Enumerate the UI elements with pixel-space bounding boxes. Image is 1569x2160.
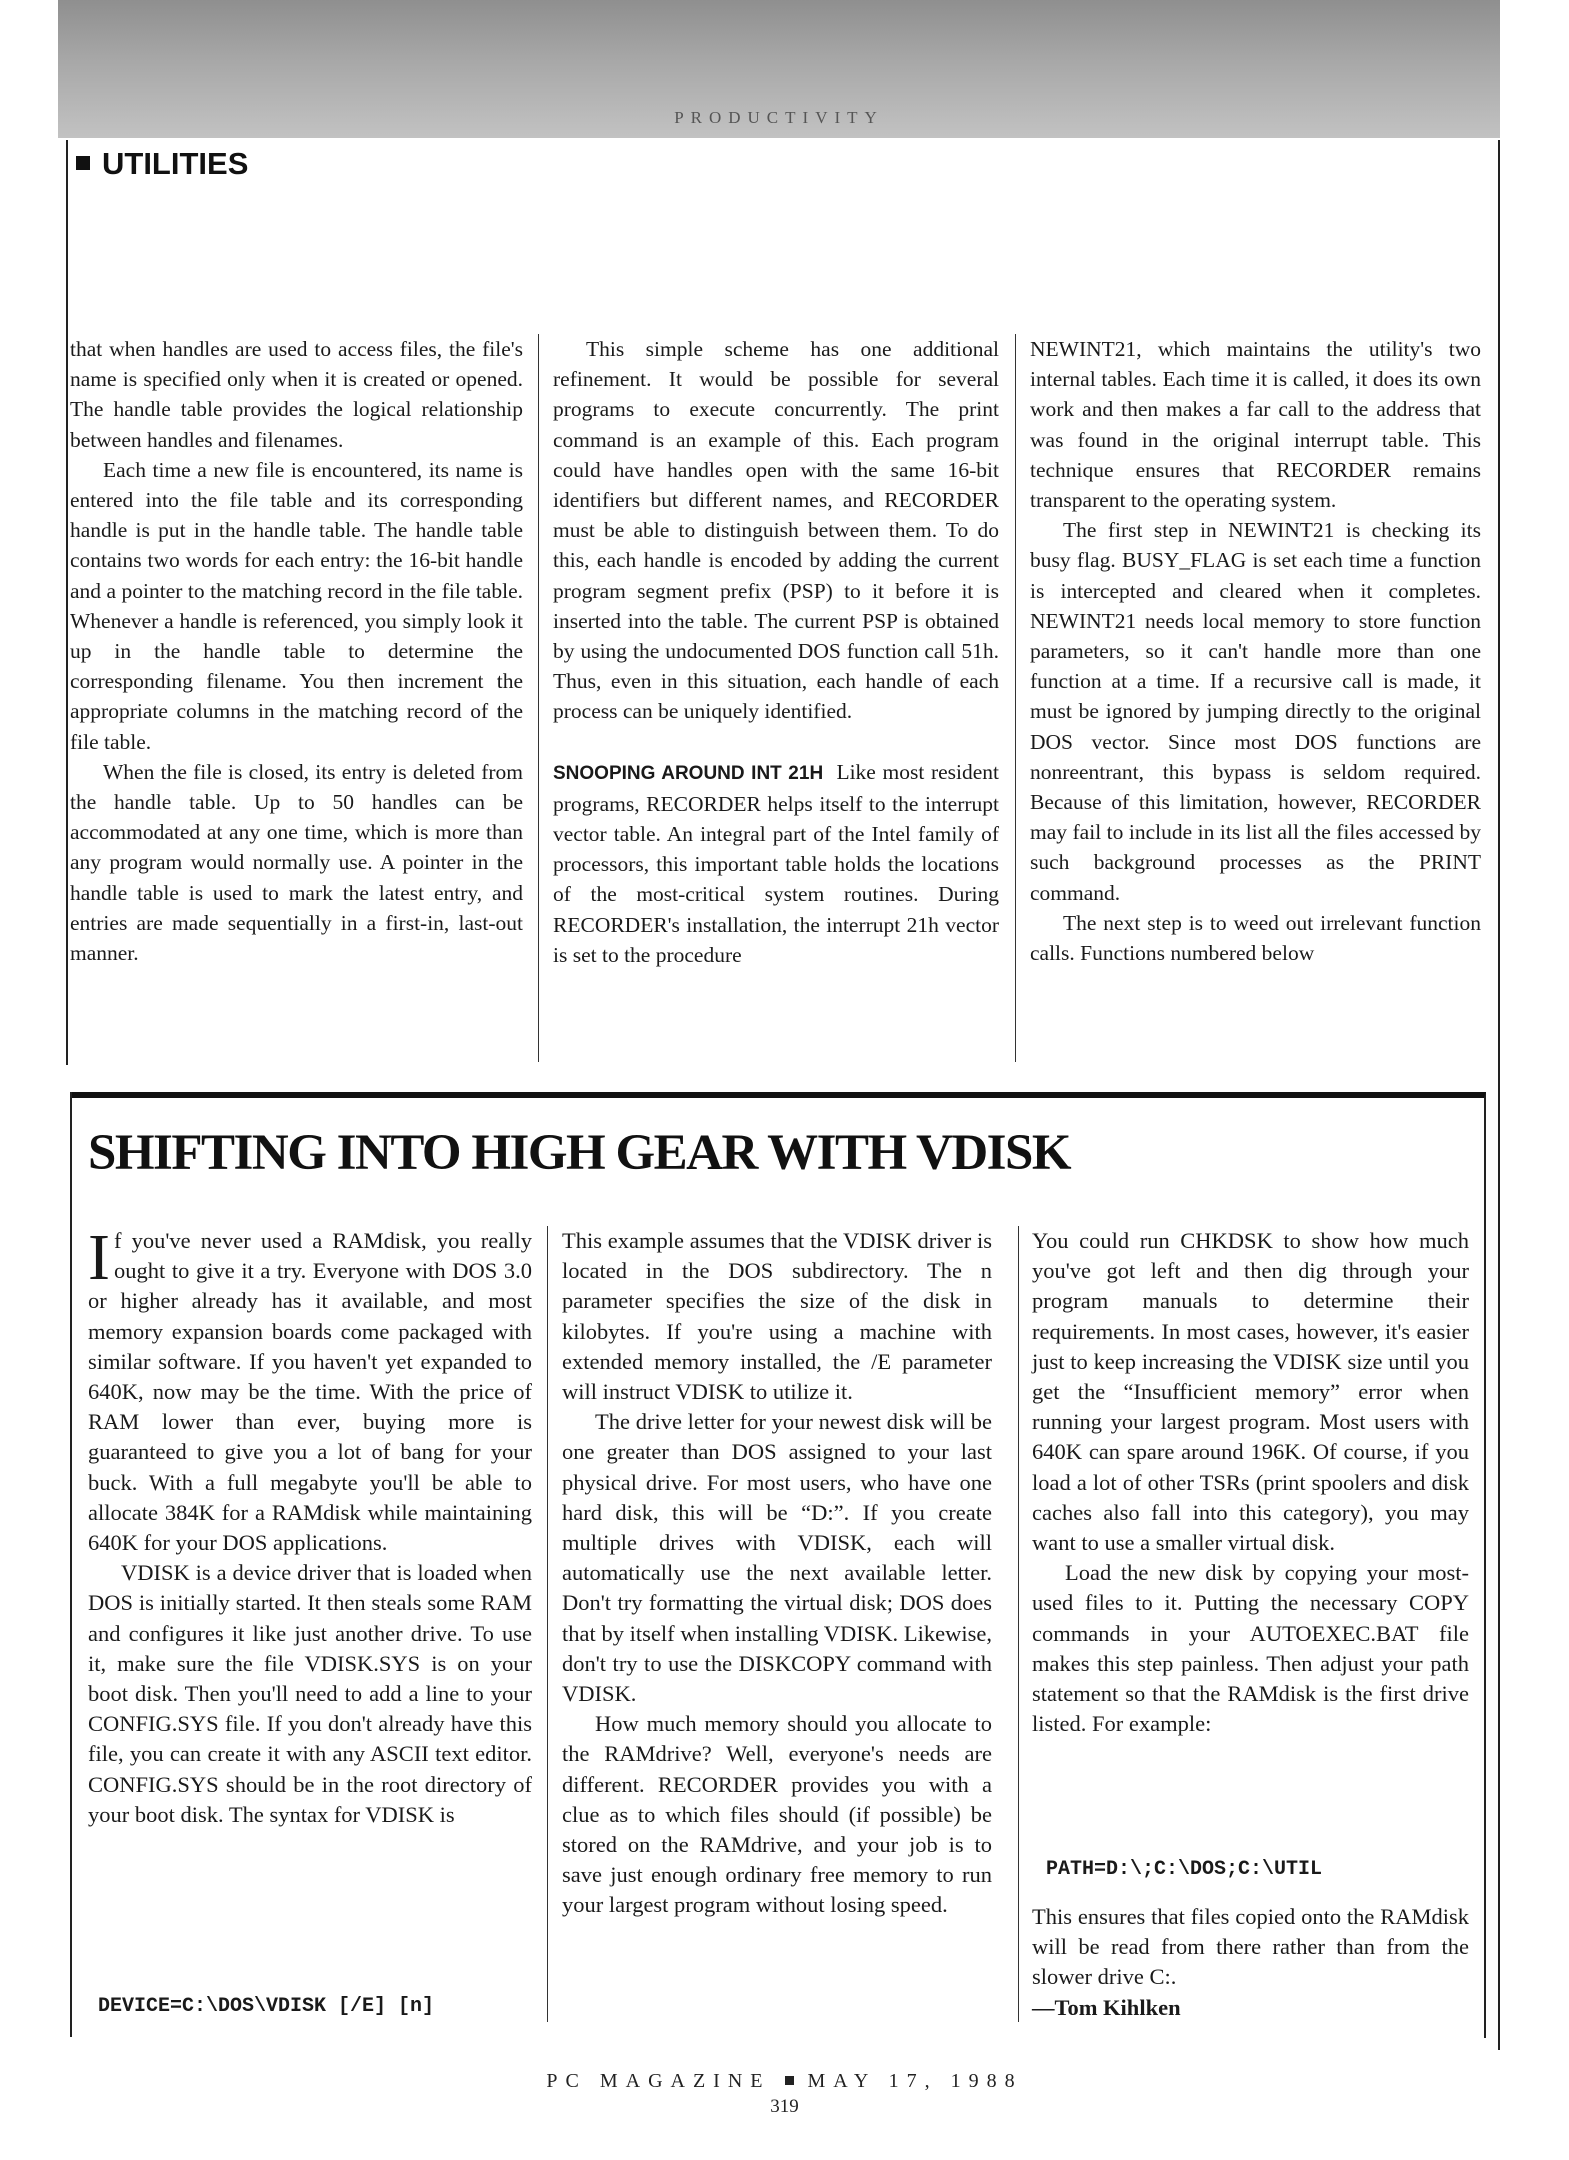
sidebar-column-3 [1032,1226,1469,1739]
drop-cap: I [88,1221,110,1294]
sidebar-column-1 [88,1221,532,1830]
paragraph-gap [553,727,999,757]
column-divider [1015,334,1016,1062]
sidebar-column-divider [547,1226,548,2022]
subhead: SNOOPING AROUND INT 21H [553,762,824,784]
article-column-3 [1030,334,1481,968]
sidebar-paragraph: Load the new disk by copying your most-used files to it. Putting the necessary COPY commands in your AUTOEXEC.BAT file makes this step painless. Then adjust your path statement so that the RAMdisk is the first drive listed. For example: [1032,1560,1469,1737]
separator-icon [785,2076,794,2085]
sidebar-column-2 [562,1226,992,1921]
article-paragraph: The first step in NEWINT21 is checking its busy flag. BUSY_FLAG is set each time a function is intercepted and cleared when it completes. NEWINT21 needs local memory to store function parameters, so it can't handle more than one function at a time. If a recursive call is made, it must be ignored by jumping directly to the original DOS vector. Since most DOS functions are nonreentrant, this bypass is seldom required. Because of this limitation, however, RECORDER may fail to include in its list all the files accessed by such background processes as the PRINT command. [1030,518,1481,905]
sidebar-paragraph: How much memory should you allocate to the RAMdrive? Well, everyone's needs are different. RECORDER provides you with a clue as to which files should (if possible) be stored on the RAMdrive, and your job is to save just enough ordinary free memory to run your largest program without losing speed. [562,1711,992,1918]
bullet-icon [76,156,90,170]
left-rule [66,140,68,1065]
code-line-path: PATH=D:\;C:\DOS;C:\UTIL [1046,1858,1323,1881]
column-divider [538,334,539,1062]
sidebar-title: SHIFTING INTO HIGH GEAR WITH VDISK [88,1125,1071,1181]
sidebar-paragraph: VDISK is a device driver that is loaded when DOS is initially started. It then steals some RAM and configures it like just another drive. To use it, make sure the file VDISK.SYS is on your boot disk. Then you'll need to add a line to your CONFIG.SYS file. If you don't already have this file, you can create it with any ASCII text editor. CONFIG.SYS should be in the root directory of your boot disk. The syntax for VDISK is [88,1560,532,1827]
sidebar-paragraph: This ensures that files copied onto the RAMdisk will be read from there rather than from the slower drive C:. [1032,1904,1469,1990]
sidebar-paragraph: This example assumes that the VDISK driver is located in the DOS subdirectory. The n parameter specifies the size of the disk in kilobytes. If you're using a machine with extended memory installed, the /E parameter will instruct VDISK to utilize it. [562,1228,992,1405]
right-rule [1498,140,1500,2050]
sidebar-paragraph [88,1221,532,1558]
department-label: UTILITIES [102,146,249,181]
article-column-2 [553,334,999,970]
sidebar-column-3-end [1032,1902,1469,2023]
article-paragraph: When the file is closed, its entry is deleted from the handle table. Up to 50 handles can be accommodated at any one time, which is more than any program would normally use. A pointer in the handle table is used to mark the latest entry, and entries are made sequentially in a first-in, last-out manner. [70,759,523,966]
sidebar-paragraph-text: f you've never used a RAMdisk, you really ought to give it a try. Everyone with DOS 3.0 or higher already has it available, and most memory expansion boards come packaged with similar software. If you haven't yet expanded to 640K, now may be the time. With the price of RAM lower than ever, buying more is guaranteed to give you a lot of bang for your buck. With a full megabyte you'll be able to allocate 384K for a RAMdisk while maintaining 640K for your DOS applications. [88,1228,532,1556]
article-column-1 [70,334,523,968]
sidebar-left-rule [70,1092,72,2037]
sidebar-paragraph: You could run CHKDSK to show how much you've got left and then dig through your program manuals to determine their requirements. In most cases, however, it's easier just to keep increasing the VDISK size until you get the “Insufficient memory” error when running your largest program. Most users with 640K can spare around 196K. Of course, if you load a lot of other TSRs (print spoolers and disk caches also fall into this category), you may want to use a smaller virtual disk. [1032,1228,1469,1556]
author-signature: —Tom Kihlken [1032,1994,1181,2020]
code-line-vdisk: DEVICE=C:\DOS\VDISK [/E] [n] [98,1995,435,2018]
article-paragraph: NEWINT21, which maintains the utility's two internal tables. Each time it is called, it does its own work and then makes a far call to the address that was found in the original interrupt table. This technique ensures that RECORDER remains transparent to the operating system. [1030,337,1481,513]
subhead-body: Like most resident programs, RECORDER helps itself to the interrupt vector table. An integral part of the Intel family of processors, this important table holds the locations of the most-critical system routines. During RECORDER's installation, the interrupt 21h vector is set to the procedure [553,759,999,967]
issue-date: MAY 17, 1988 [807,2070,1023,2092]
article-paragraph: Each time a new file is encountered, its name is entered into the file table and its corresponding handle is put in the handle table. The handle table contains two words for each entry: the 16-bit handle and a pointer to the matching record in the file table. Whenever a handle is referenced, you simply look it up in the handle table to determine the corresponding filename. You then increment the appropriate columns in the matching record of the file table. [70,457,523,754]
page-number: 319 [770,2096,799,2117]
section-label: PRODUCTIVITY [674,108,884,127]
article-paragraph: This simple scheme has one additional refinement. It would be possible for several programs to execute concurrently. The print command is an example of this. Each program could have handles open with the same 16-bit identifiers but different names, and RECORDER must be able to distinguish between them. To do this, each handle is encoded by adding the current program segment prefix (PSP) to it before it is inserted into the table. The current PSP is obtained by using the undocumented DOS function call 51h. Thus, even in this situation, each handle of each process can be uniquely identified. [553,337,999,724]
article-paragraph: The next step is to weed out irrelevant function calls. Functions numbered below [1030,910,1481,966]
department-heading [76,146,248,182]
header-band [58,0,1500,138]
magazine-name: PC MAGAZINE [546,2070,771,2092]
sidebar-column-divider [1018,1226,1019,2022]
sidebar-paragraph: The drive letter for your newest disk will be one greater than DOS assigned to your last physical drive. For most users, who have one hard disk, this will be “D:”. If you create multiple drives with VDISK, each will automatically use the next available letter. Don't try formatting the virtual disk; DOS does that by itself when installing VDISK. Likewise, don't try to use the DISKCOPY command with VDISK. [562,1409,992,1707]
article-paragraph: that when handles are used to access files, the file's name is specified only when it is created or opened. The handle table provides the logical relationship between handles and filenames. [70,337,523,452]
article-paragraph-subhead [553,757,999,970]
page-footer [0,2070,1569,2093]
